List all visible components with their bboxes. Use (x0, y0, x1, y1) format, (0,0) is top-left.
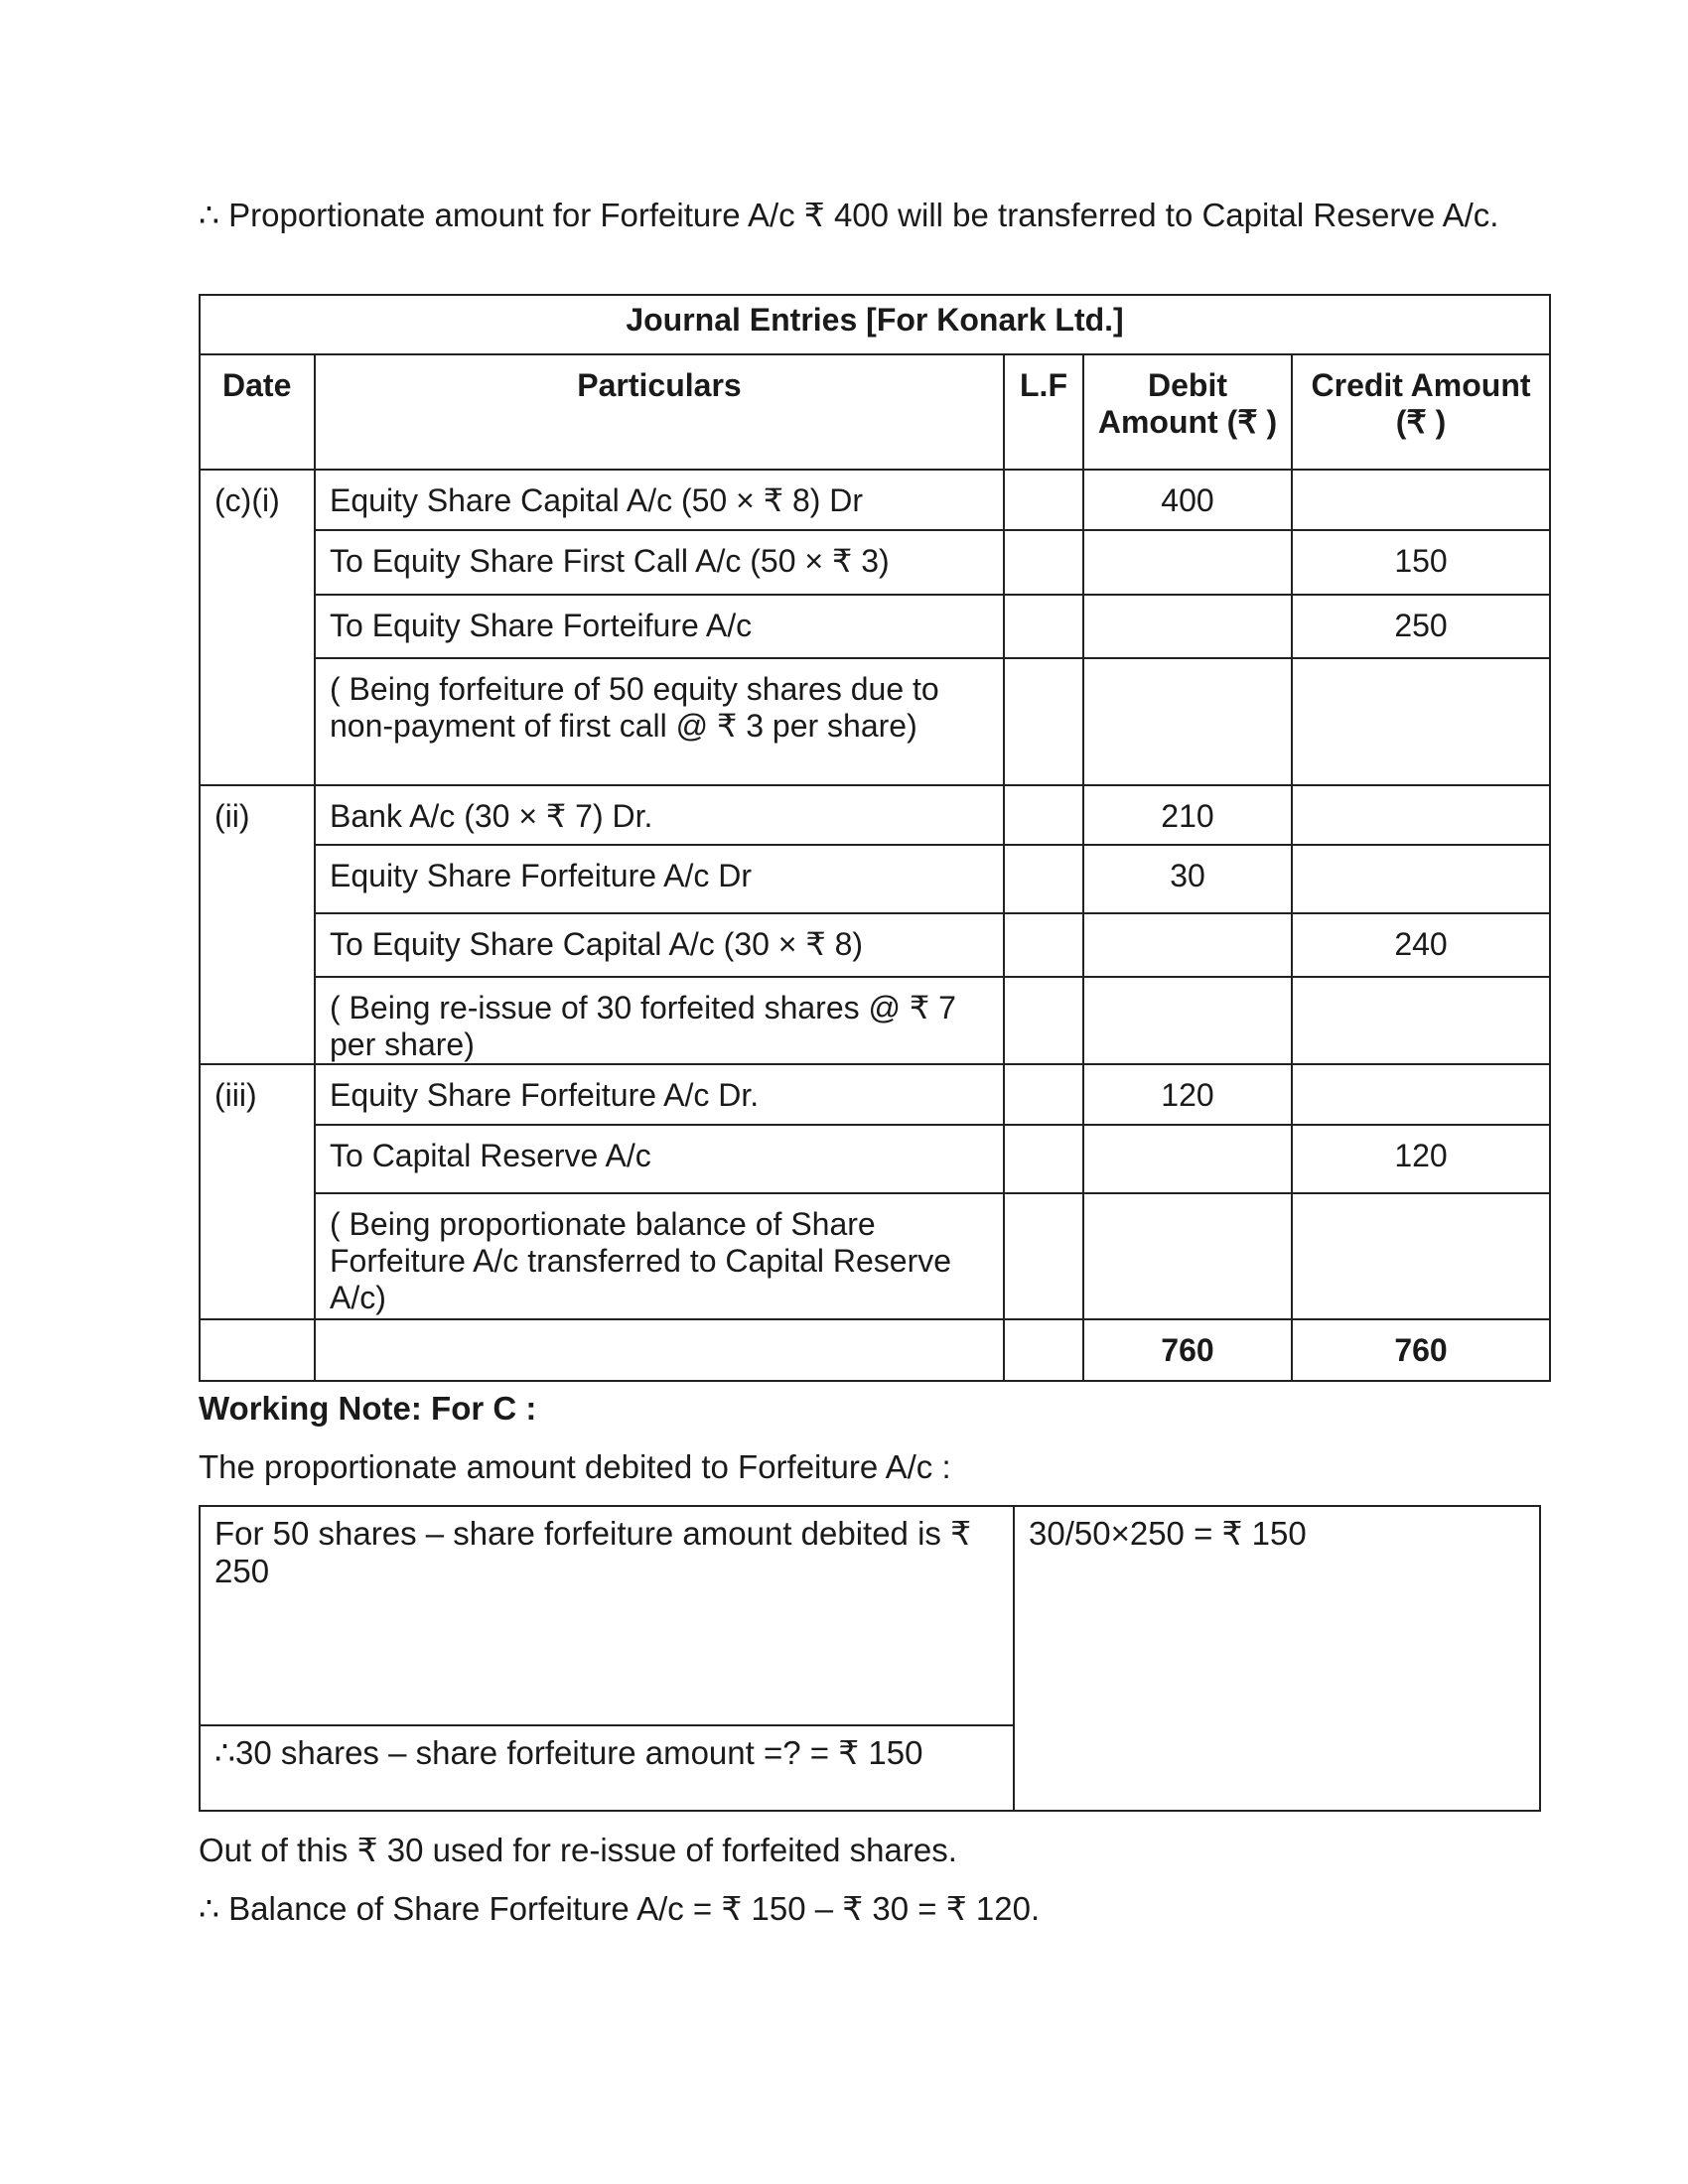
journal-narration-row (200, 1193, 1550, 1319)
header-credit: Credit Amount (₹ ) (1292, 354, 1550, 470)
entry-particulars: Equity Share Capital A/c (50 × ₹ 8) Dr (315, 470, 1004, 530)
entry-lf (1004, 530, 1083, 595)
entry-debit (1083, 595, 1292, 658)
entry-lf (1004, 658, 1083, 785)
entry-lf (1004, 1064, 1083, 1125)
entry-debit (1083, 1193, 1292, 1319)
entry-lf (1004, 785, 1083, 845)
journal-header-row (200, 354, 1550, 470)
entry-credit (1292, 977, 1550, 1064)
entry-lf (1004, 470, 1083, 530)
entry-debit (1083, 658, 1292, 785)
journal-row (200, 913, 1550, 977)
entry-debit (1083, 530, 1292, 595)
totals-date (200, 1319, 315, 1381)
entry-credit (1292, 1193, 1550, 1319)
outro-line-1: Out of this ₹ 30 used for re-issue of forfeited shares. (199, 1832, 957, 1868)
working-note-table (199, 1505, 1541, 1812)
entry-lf (1004, 1125, 1083, 1193)
entry-credit: 250 (1292, 595, 1550, 658)
header-date: Date (200, 354, 315, 470)
journal-row (200, 530, 1550, 595)
entry-particulars: To Equity Share First Call A/c (50 × ₹ 3) (315, 530, 1004, 595)
entry-credit: 240 (1292, 913, 1550, 977)
entry-credit (1292, 1064, 1550, 1125)
journal-row (200, 1125, 1550, 1193)
entry-lf (1004, 595, 1083, 658)
entry-lf (1004, 845, 1083, 913)
journal-entries-table (199, 294, 1551, 1382)
entry-credit: 120 (1292, 1125, 1550, 1193)
entry-particulars: To Capital Reserve A/c (315, 1125, 1004, 1193)
journal-row (200, 1064, 1550, 1125)
entry-credit: 150 (1292, 530, 1550, 595)
outro-line-2: ∴ Balance of Share Forfeiture A/c = ₹ 150 – ₹ 30 = ₹ 120. (199, 1890, 1041, 1927)
journal-row (200, 470, 1550, 530)
entry-credit (1292, 845, 1550, 913)
journal-row (200, 595, 1550, 658)
header-lf: L.F (1004, 354, 1083, 470)
journal-title: Journal Entries [For Konark Ltd.] (200, 295, 1550, 354)
working-note-heading: Working Note: For C : (199, 1390, 537, 1427)
entry-lf (1004, 977, 1083, 1064)
entry-debit: 400 (1083, 470, 1292, 530)
entry-particulars: Equity Share Forfeiture A/c Dr (315, 845, 1004, 913)
intro-text: ∴ Proportionate amount for Forfeiture A/c ₹ 400 will be transferred to Capital Reserve A/c. (199, 197, 1499, 233)
entry-credit (1292, 658, 1550, 785)
entry-credit (1292, 785, 1550, 845)
entry-narration: ( Being forfeiture of 50 equity shares due to non-payment of first call @ ₹ 3 per share) (315, 658, 1004, 785)
entry-date: (c)(i) (200, 470, 315, 785)
header-particulars: Particulars (315, 354, 1004, 470)
entry-debit: 210 (1083, 785, 1292, 845)
entry-debit (1083, 1125, 1292, 1193)
totals-particulars (315, 1319, 1004, 1381)
journal-narration-row (200, 658, 1550, 785)
total-credit: 760 (1292, 1319, 1550, 1381)
journal-row (200, 785, 1550, 845)
entry-particulars: To Equity Share Capital A/c (30 × ₹ 8) (315, 913, 1004, 977)
entry-debit (1083, 977, 1292, 1064)
entry-narration: ( Being re-issue of 30 forfeited shares @ ₹ 7 per share) (315, 977, 1004, 1064)
entry-particulars: To Equity Share Forteifure A/c (315, 595, 1004, 658)
entry-date: (ii) (200, 785, 315, 1064)
entry-narration: ( Being proportionate balance of Share Forfeiture A/c transferred to Capital Reserve A/c) (315, 1193, 1004, 1319)
working-note-left-bottom: ∴30 shares – share forfeiture amount =? = ₹ 150 (200, 1725, 1014, 1811)
entry-date: (iii) (200, 1064, 315, 1319)
entry-credit (1292, 470, 1550, 530)
entry-lf (1004, 913, 1083, 977)
working-note-subheading: The proportionate amount debited to Forfeiture A/c : (199, 1448, 951, 1485)
header-debit: Debit Amount (₹ ) (1083, 354, 1292, 470)
totals-lf (1004, 1319, 1083, 1381)
total-debit: 760 (1083, 1319, 1292, 1381)
entry-debit: 30 (1083, 845, 1292, 913)
journal-totals-row (200, 1319, 1550, 1381)
entry-particulars: Equity Share Forfeiture A/c Dr. (315, 1064, 1004, 1125)
working-note-right: 30/50×250 = ₹ 150 (1014, 1506, 1540, 1811)
entry-debit (1083, 913, 1292, 977)
journal-narration-row (200, 977, 1550, 1064)
journal-row (200, 845, 1550, 913)
entry-lf (1004, 1193, 1083, 1319)
entry-debit: 120 (1083, 1064, 1292, 1125)
working-note-left-top: For 50 shares – share forfeiture amount debited is ₹ 250 (200, 1506, 1014, 1725)
entry-particulars: Bank A/c (30 × ₹ 7) Dr. (315, 785, 1004, 845)
